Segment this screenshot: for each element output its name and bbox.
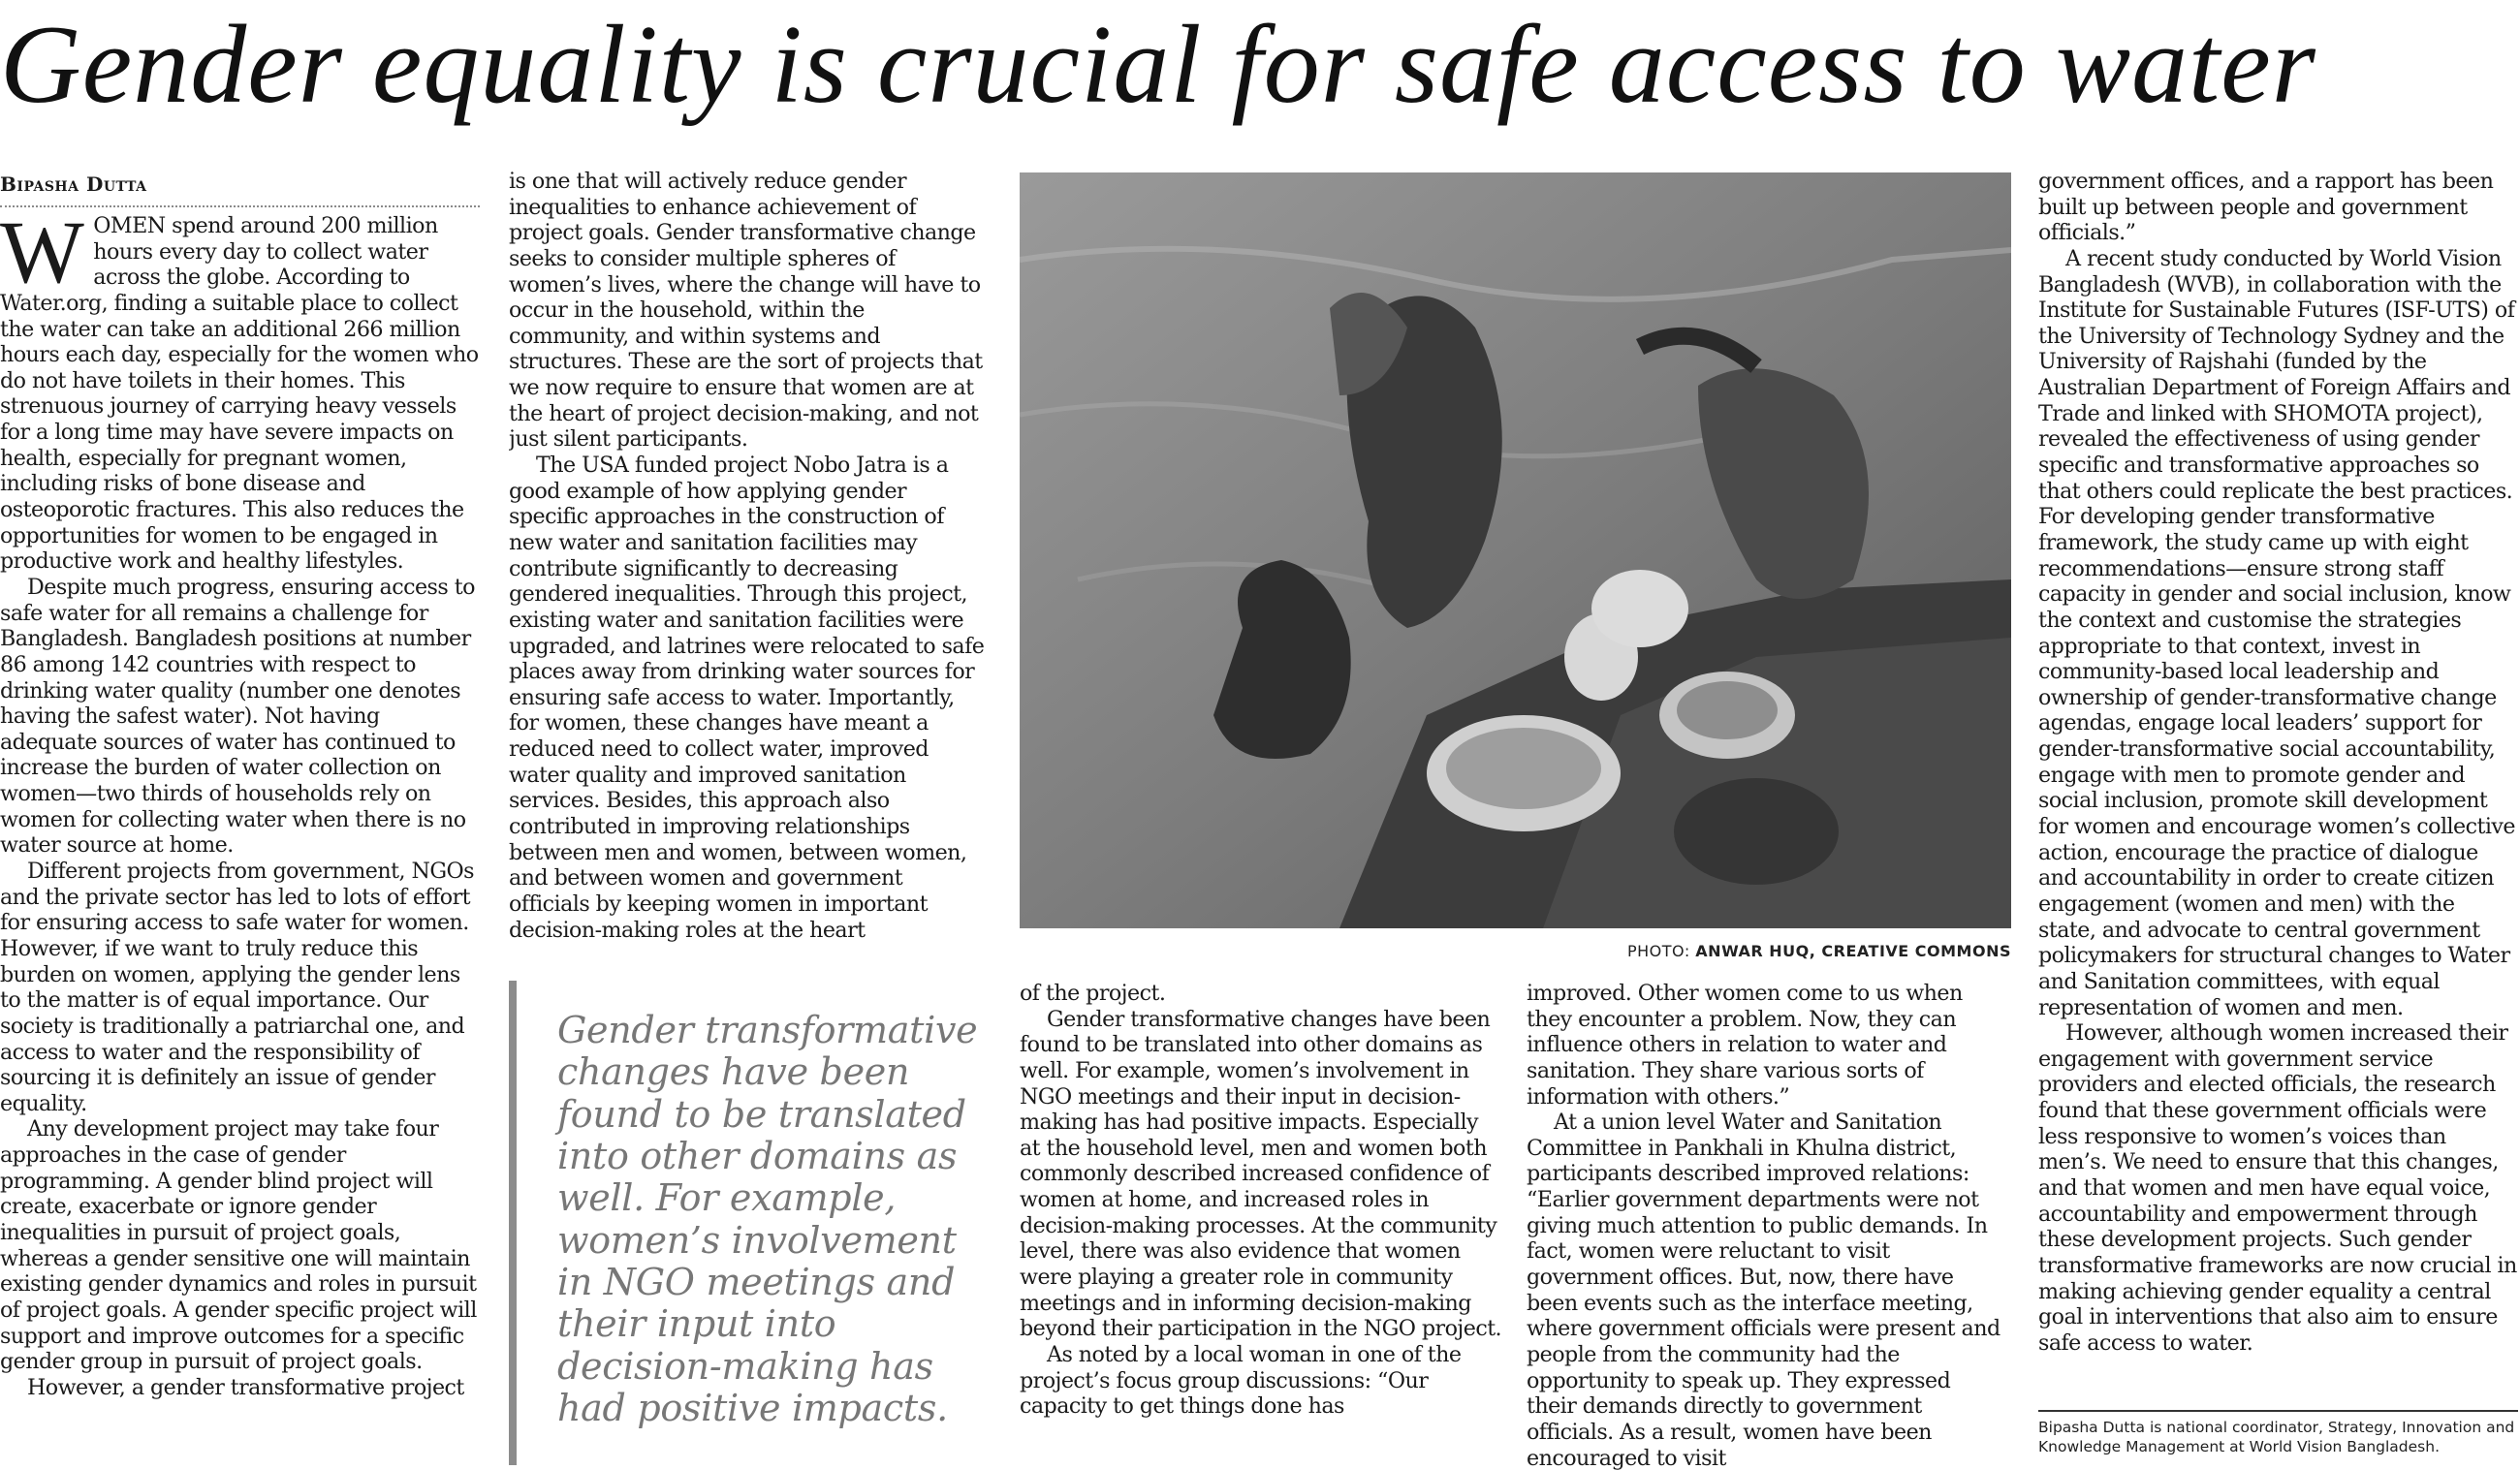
- author-bio: Bipasha Dutta is national coordinator, Strategy, Innovation and Knowledge Management at World Vision Bangladesh.: [2038, 1410, 2518, 1456]
- article-paragraph: Any development project may take four approaches in the case of gender programming. A gender blind project will create, exacerbate or ignore gender inequalities in pursuit of project goals, whereas a gender sensitive one will maintain existing gender dynamics and roles in pursuit of project goals. A gender specific project will support and improve outcomes for a specific gender group in pursuit of project goals.: [0, 1116, 477, 1375]
- article-paragraph: As noted by a local woman in one of the project’s focus group discussions: “Our capacity to get things done has: [1020, 1341, 1462, 1420]
- pull-quote: Gender transformative changes have been found to be translated into other domains as well. For example, women’s involvement in NGO meetings and their input into decision-making has had positive impacts.: [509, 981, 989, 1465]
- article-paragraph: At a union level Water and Sanitation Committee in Pankhali in Khulna district, participants described improved relations: “Earlier government departments were not giving much attention to public demands. In fact, women were reluctant to visit government offices. But, now, there have been events such as the interface meeting, where government officials were present and people from the community had the opportunity to speak up. They expressed their demands directly to government officials. As a result, women have been encouraged to visit: [1527, 1110, 2000, 1470]
- article-paragraph: Gender transformative changes have been found to be translated into other domains as well. For example, women’s involvement in NGO meetings and their input in decision-making has had positive impacts. Especially at the household level, men and women both commonly described increased confidence of women at home, and increased roles in decision-making processes. At the community level, there was also evidence that women were playing a greater role in community meetings and in informing decision-making beyond their participation in the NGO project.: [1020, 1006, 1502, 1342]
- article-column-1: [0, 213, 480, 1470]
- women-collecting-water-photo: [1020, 172, 2011, 928]
- article-paragraph: A recent study conducted by World Vision Bangladesh (WVB), in collaboration with the Institute for Sustainable Futures (ISF-UTS) of the University of Technology Sydney and the University of Rajshahi (funded by the Australian Department of Foreign Affairs and Trade and linked with SHOMOTA project), revealed the effectiveness of using gender specific and transformative approaches so that others could replicate the best practices. For developing gender transformative framework, the study came up with eight recommendations—ensure strong staff capacity in gender and social inclusion, know the context and customise the strategies appropriate to that context, invest in community-based local leadership and ownership of gender-transformative change agendas, engage local leaders’ support for gender-transformative social accountability, engage with men to promote gender and social inclusion, promote skill development for women and encourage women’s collective action, encourage the practice of dialogue and accountability in order to create citizen engagement (women and men) with the state, and advocate to central government policymakers for structural changes to Water and Sanitation committees, with equal representation of women and men.: [2038, 245, 2515, 1020]
- drop-cap: W: [0, 213, 84, 301]
- photo-credit: PHOTO: ANWAR HUQ, CREATIVE COMMONS: [1626, 942, 2011, 960]
- article-column-3: [1020, 981, 1504, 1470]
- article-paragraph: WOMEN spend around 200 million hours every day to collect water across the globe. According to Water.org, finding a suitable place to collect the water can take an additional 266 million hours each day, especially for the women who do not have toilets in their homes. This strenuous journey of carrying heavy vessels for a long time may have severe impacts on health, especially for pregnant women, including risks of bone disease and osteoporotic fractures. This also reduces the opportunities for women to be engaged in productive work and healthy lifestyles.: [0, 213, 479, 575]
- article-paragraph: However, although women increased their engagement with government service providers and elected officials, the research found that these government officials were less responsive to women’s voices than men’s. We need to ensure that this changes, and that women and men have equal voice, accountability and empowerment through these development projects. Such gender transformative frameworks are now crucial in making achieving gender equality a central goal in interventions that also aim to ensure safe access to water.: [2038, 1020, 2517, 1356]
- article-column-5: [2038, 169, 2518, 1399]
- article-paragraph: improved. Other women come to us when they encounter a problem. Now, they can influence others in relation to water and sanitation. They share various sorts of information with others.”: [1527, 981, 1963, 1110]
- article-paragraph: Different projects from government, NGOs and the private sector has led to lots of effort for ensuring access to safe water for women. However, if we want to truly reduce this burden on women, applying the gender lens to the matter is of equal importance. Our society is traditionally a patriarchal one, and access to water and the responsibility of sourcing it is definitely an issue of gender equality.: [0, 859, 474, 1116]
- article-column-2: [509, 169, 989, 954]
- article-paragraph: of the project.: [1020, 981, 1166, 1006]
- article-paragraph: However, a gender transformative project: [27, 1374, 464, 1400]
- article-column-4: [1527, 981, 2006, 1470]
- article-paragraph: government offices, and a rapport has been built up between people and government officials.”: [2038, 169, 2494, 246]
- byline: Bipasha Dutta: [0, 172, 480, 207]
- article-paragraph: Despite much progress, ensuring access to safe water for all remains a challenge for Bangladesh. Bangladesh positions at number 86 among 142 countries with respect to drinking water quality (number one denotes having the safest water). Not having adequate sources of water has continued to increase the burden of water collection on women—two thirds of households rely on women for collecting water when there is no water source at home.: [0, 574, 475, 859]
- article-paragraph: is one that will actively reduce gender inequalities to enhance achievement of project goals. Gender transformative change seeks to consider multiple spheres of women’s lives, where the change will have to occur in the household, within the community, and within systems and structures. These are the sort of projects that we now require to ensure that women are at the heart of project decision-making, and not just silent participants.: [509, 169, 983, 453]
- article-photo: [1020, 172, 2011, 928]
- headline: Gender equality is crucial for safe access to water: [0, 3, 2316, 127]
- article-paragraph: The USA funded project Nobo Jatra is a good example of how applying gender specific approaches in the construction of new water and sanitation facilities may contribute significantly to decreasing gendered inequalities. Through this project, existing water and sanitation facilities were upgraded, and latrines were relocated to safe places away from drinking water sources for ensuring safe access to water. Importantly, for women, these changes have meant a reduced need to collect water, improved water quality and improved sanitation services. Besides, this approach also contributed in improving relationships between men and women, between women, and between women and government officials by keeping women in important decision-making roles at the heart: [509, 453, 985, 943]
